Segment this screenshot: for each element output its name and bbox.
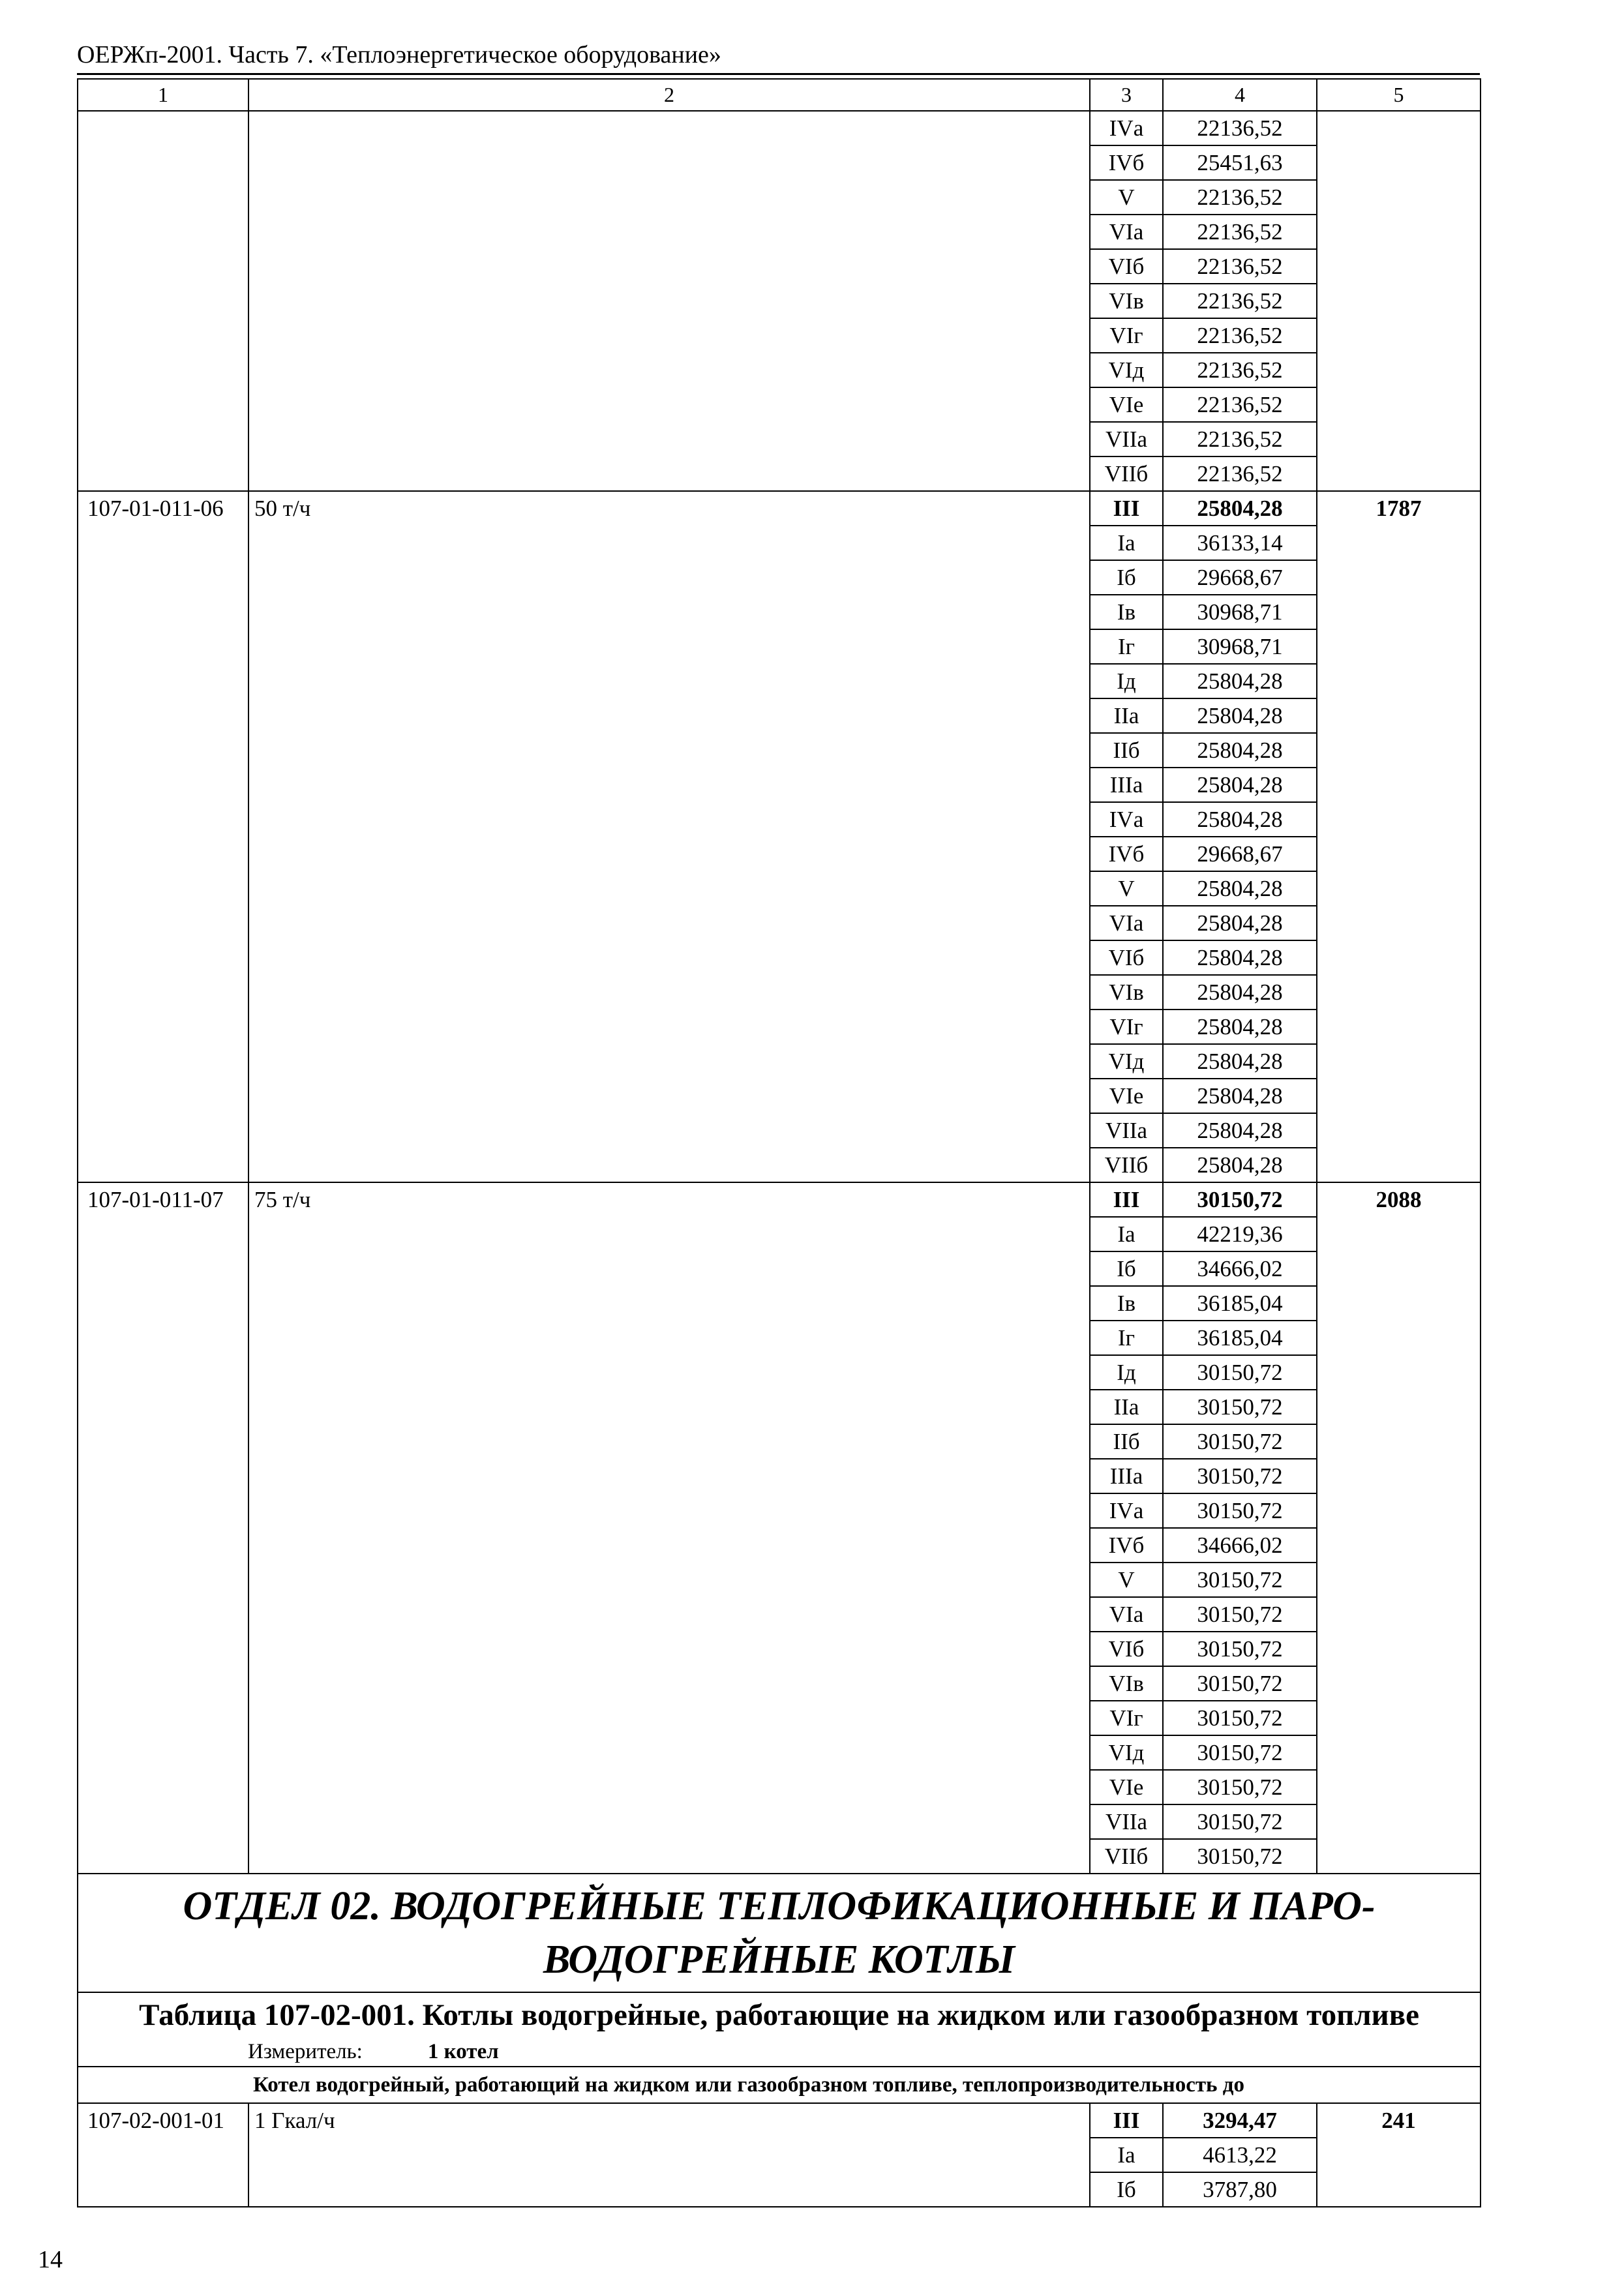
price-cell: 3787,80: [1163, 2172, 1317, 2207]
item-code: 107-01-011-06: [78, 491, 248, 1182]
zone-cell: VIIа: [1090, 1113, 1163, 1148]
price-cell: 30150,72: [1163, 1632, 1317, 1666]
zone-cell: VIв: [1090, 975, 1163, 1010]
zone-cell: VIд: [1090, 1735, 1163, 1770]
item-name: 75 т/ч: [248, 1182, 1090, 1874]
price-cell: 22136,52: [1163, 456, 1317, 491]
zone-cell: VIв: [1090, 284, 1163, 318]
item-col5-value: 241: [1317, 2103, 1481, 2207]
meter-label: Измеритель:: [248, 2040, 363, 2063]
price-cell: 34666,02: [1163, 1528, 1317, 1563]
zone-cell: Iб: [1090, 1251, 1163, 1286]
zone-cell: IIб: [1090, 733, 1163, 768]
zone-cell: VIд: [1090, 353, 1163, 387]
price-cell: 25804,28: [1163, 802, 1317, 837]
base-zone: III: [1090, 491, 1163, 526]
price-cell: 30150,72: [1163, 1701, 1317, 1735]
base-price: 25804,28: [1163, 491, 1317, 526]
price-cell: 29668,67: [1163, 560, 1317, 595]
price-cell: 22136,52: [1163, 353, 1317, 387]
section-row: [78, 1874, 1481, 1992]
item-name: 50 т/ч: [248, 491, 1090, 1182]
price-cell: 25804,28: [1163, 664, 1317, 698]
price-cell: 25804,28: [1163, 1044, 1317, 1079]
document-header: ОЕРЖп-2001. Часть 7. «Теплоэнергетическое оборудование»: [77, 41, 721, 68]
zone-cell: IIб: [1090, 1424, 1163, 1459]
item-name: 1 Гкал/ч: [248, 2103, 1090, 2207]
price-cell: 25804,28: [1163, 1079, 1317, 1113]
zone-cell: IIIа: [1090, 768, 1163, 802]
column-header-2: 2: [248, 79, 1090, 111]
zone-cell: IIIа: [1090, 1459, 1163, 1493]
zone-cell: Iб: [1090, 2172, 1163, 2207]
column-header-3: 3: [1090, 79, 1163, 111]
zone-cell: Iг: [1090, 629, 1163, 664]
price-cell: 22136,52: [1163, 387, 1317, 422]
price-cell: 30150,72: [1163, 1424, 1317, 1459]
item-code: 107-01-011-07: [78, 1182, 248, 1874]
zone-cell: VIг: [1090, 318, 1163, 353]
zone-cell: IIа: [1090, 698, 1163, 733]
zone-cell: IVа: [1090, 802, 1163, 837]
price-cell: 30150,72: [1163, 1597, 1317, 1632]
item-row: [78, 491, 1481, 526]
zone-cell: Iг: [1090, 1321, 1163, 1355]
price-cell: 25804,28: [1163, 871, 1317, 906]
zone-cell: VIб: [1090, 249, 1163, 284]
base-zone: III: [1090, 2103, 1163, 2138]
item-description: Котел водогрейный, работающий на жидком или газообразном топливе, теплопроизводительность до: [78, 2067, 1481, 2103]
price-cell: 36185,04: [1163, 1321, 1317, 1355]
price-cell: 30150,72: [1163, 1563, 1317, 1597]
zone-cell: IVа: [1090, 1493, 1163, 1528]
price-cell: 29668,67: [1163, 837, 1317, 871]
price-cell: 34666,02: [1163, 1251, 1317, 1286]
price-table-body: [78, 79, 1481, 2207]
price-cell: 22136,52: [1163, 215, 1317, 249]
zone-cell: IVб: [1090, 145, 1163, 180]
zone-cell: VIг: [1090, 1701, 1163, 1735]
zone-cell: VIIа: [1090, 422, 1163, 456]
price-cell: 25804,28: [1163, 940, 1317, 975]
item-name-cell: [248, 111, 1090, 491]
price-cell: 25804,28: [1163, 768, 1317, 802]
zone-cell: VIIб: [1090, 1839, 1163, 1874]
price-cell: 22136,52: [1163, 180, 1317, 215]
price-cell: 30150,72: [1163, 1839, 1317, 1874]
column-header-5: 5: [1317, 79, 1481, 111]
price-cell: 22136,52: [1163, 422, 1317, 456]
base-zone: III: [1090, 1182, 1163, 1217]
item-code-cell: [78, 111, 248, 491]
price-cell: 30150,72: [1163, 1735, 1317, 1770]
base-price: 30150,72: [1163, 1182, 1317, 1217]
zone-cell: IVб: [1090, 837, 1163, 871]
price-cell: 25804,28: [1163, 1148, 1317, 1182]
price-cell: 22136,52: [1163, 111, 1317, 145]
column-header-row: [78, 79, 1481, 111]
price-cell: 4613,22: [1163, 2138, 1317, 2172]
zone-cell: Iа: [1090, 526, 1163, 560]
price-cell: 30150,72: [1163, 1493, 1317, 1528]
table-title-row: [78, 1992, 1481, 2037]
zone-cell: VIд: [1090, 1044, 1163, 1079]
description-row: [78, 2067, 1481, 2103]
price-cell: 22136,52: [1163, 249, 1317, 284]
zone-cell: Iб: [1090, 560, 1163, 595]
zone-cell: VIе: [1090, 1770, 1163, 1804]
price-cell: 25804,28: [1163, 906, 1317, 940]
price-cell: 25804,28: [1163, 733, 1317, 768]
zone-cell: Iд: [1090, 664, 1163, 698]
header-rule: [77, 73, 1480, 75]
zone-cell: Iа: [1090, 1217, 1163, 1251]
zone-cell: VIб: [1090, 940, 1163, 975]
column-header-4: 4: [1163, 79, 1317, 111]
zone-cell: Iд: [1090, 1355, 1163, 1390]
price-cell: 42219,36: [1163, 1217, 1317, 1251]
item-row: [78, 1182, 1481, 1217]
item-row: [78, 2103, 1481, 2138]
price-cell: 30150,72: [1163, 1666, 1317, 1701]
zone-cell: VIб: [1090, 1632, 1163, 1666]
zone-cell: IVа: [1090, 111, 1163, 145]
price-cell: 30150,72: [1163, 1459, 1317, 1493]
price-cell: 22136,52: [1163, 284, 1317, 318]
zone-cell: VIг: [1090, 1010, 1163, 1044]
zone-cell: VIе: [1090, 387, 1163, 422]
base-price: 3294,47: [1163, 2103, 1317, 2138]
price-cell: 25804,28: [1163, 698, 1317, 733]
price-table: [77, 78, 1481, 2207]
price-cell: 25451,63: [1163, 145, 1317, 180]
zone-cell: IVб: [1090, 1528, 1163, 1563]
zone-cell: Iа: [1090, 2138, 1163, 2172]
zone-cell: VIIб: [1090, 1148, 1163, 1182]
zone-cell: VIе: [1090, 1079, 1163, 1113]
item-code: 107-02-001-01: [78, 2103, 248, 2207]
price-cell: 30968,71: [1163, 595, 1317, 629]
item-col5-value: 1787: [1317, 491, 1481, 1182]
zone-cell: Iв: [1090, 595, 1163, 629]
zone-cell: VIIа: [1090, 1804, 1163, 1839]
zone-cell: VIа: [1090, 906, 1163, 940]
zone-cell: V: [1090, 180, 1163, 215]
meter-value: 1 котел: [427, 2040, 499, 2063]
section-title: ОТДЕЛ 02. ВОДОГРЕЙНЫЕ ТЕПЛОФИКАЦИОННЫЕ И ПАРО-ВОДОГРЕЙНЫЕ КОТЛЫ: [78, 1874, 1481, 1992]
price-cell: 36185,04: [1163, 1286, 1317, 1321]
price-cell: 30150,72: [1163, 1355, 1317, 1390]
meter-row: [78, 2037, 1481, 2067]
price-cell: 22136,52: [1163, 318, 1317, 353]
price-cell: 25804,28: [1163, 975, 1317, 1010]
column-header-1: 1: [78, 79, 248, 111]
zone-cell: V: [1090, 1563, 1163, 1597]
item-col5-value: 2088: [1317, 1182, 1481, 1874]
zone-cell: VIа: [1090, 1597, 1163, 1632]
page-number: 14: [38, 2246, 63, 2273]
zone-cell: VIIб: [1090, 456, 1163, 491]
col5-cell: [1317, 111, 1481, 491]
meter-cell: [78, 2037, 1481, 2067]
zone-cell: IIа: [1090, 1390, 1163, 1424]
price-cell: 30968,71: [1163, 629, 1317, 664]
price-cell: 30150,72: [1163, 1804, 1317, 1839]
zone-cell: VIа: [1090, 215, 1163, 249]
zone-cell: Iв: [1090, 1286, 1163, 1321]
table-title: Таблица 107-02-001. Котлы водогрейные, работающие на жидком или газообразном топливе: [78, 1992, 1481, 2037]
table-row: [78, 111, 1481, 145]
zone-cell: VIв: [1090, 1666, 1163, 1701]
price-cell: 36133,14: [1163, 526, 1317, 560]
price-cell: 25804,28: [1163, 1010, 1317, 1044]
price-cell: 30150,72: [1163, 1770, 1317, 1804]
price-cell: 25804,28: [1163, 1113, 1317, 1148]
zone-cell: V: [1090, 871, 1163, 906]
price-cell: 30150,72: [1163, 1390, 1317, 1424]
